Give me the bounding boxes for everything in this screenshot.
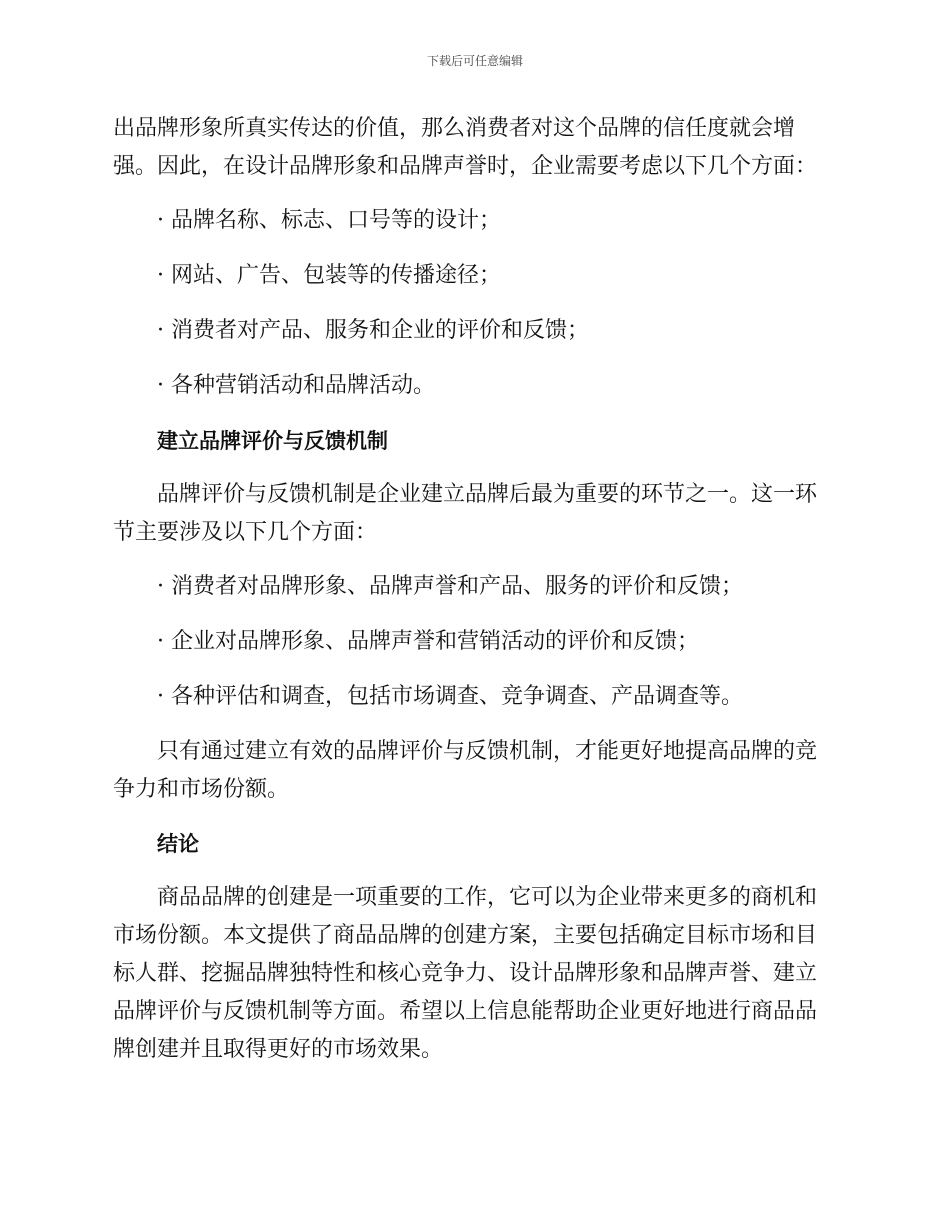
list-item: · 网站、广告、包装等的传播途径； bbox=[157, 263, 501, 288]
list-item: · 消费者对品牌形象、品牌声誉和产品、服务的评价和反馈； bbox=[157, 574, 743, 599]
list-item: · 各种评估和调查，包括市场调查、竞争调查、产品调查等。 bbox=[157, 684, 743, 709]
paragraph-conclusion: 商品品牌的创建是一项重要的工作，它可以为企业带来更多的商机和市场份额。本文提供了商品品牌的创建方案，主要包括确定目标市场和目标人群、挖掘品牌独特性和核心竞争力、设计品牌形象和品牌声誉、建立品牌评价与反馈机制等方面。希望以上信息能帮助企业更好地进行商品品牌创建并且取得更好的市场效果。 bbox=[113, 885, 818, 1062]
paragraph-competitiveness: 只有通过建立有效的品牌评价与反馈机制，才能更好地提高品牌的竞争力和市场份额。 bbox=[113, 739, 818, 802]
section-heading-feedback: 建立品牌评价与反馈机制 bbox=[157, 429, 388, 453]
intro-paragraph: 出品牌形象所真实传达的价值，那么消费者对这个品牌的信任度就会增强。因此，在设计品牌形象和品牌声誉时，企业需要考虑以下几个方面： bbox=[113, 116, 818, 179]
list-item: · 各种营销活动和品牌活动。 bbox=[157, 373, 435, 398]
list-2 bbox=[113, 568, 833, 716]
paragraph-feedback: 品牌评价与反馈机制是企业建立品牌后最为重要的环节之一。这一环节主要涉及以下几个方面： bbox=[113, 482, 818, 545]
page-header: 下载后可任意编辑 bbox=[426, 54, 523, 68]
list-1 bbox=[113, 202, 833, 405]
list-item: · 品牌名称、标志、口号等的设计； bbox=[157, 208, 501, 233]
list-item: · 企业对品牌形象、品牌声誉和营销活动的评价和反馈； bbox=[157, 629, 699, 654]
section-heading-conclusion: 结论 bbox=[157, 832, 199, 856]
document-body bbox=[113, 110, 833, 1085]
list-item: · 消费者对产品、服务和企业的评价和反馈； bbox=[157, 318, 589, 343]
